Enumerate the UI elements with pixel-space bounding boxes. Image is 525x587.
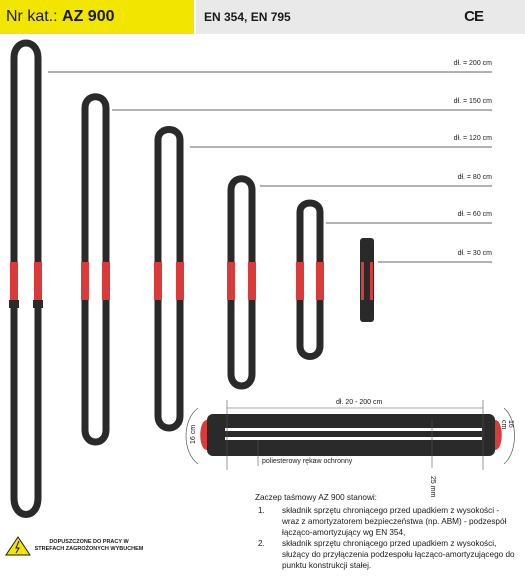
catalog-code: AZ 900 <box>62 8 115 25</box>
width-right-label: 16 cm <box>500 420 514 430</box>
sling-30-icon <box>360 238 374 322</box>
catalog-label: Nr kat.: <box>6 8 58 25</box>
length-label-30: dł. = 30 cm <box>457 250 492 257</box>
length-range-label: dł. 20 - 200 cm <box>336 399 383 406</box>
item-text: składnik sprzętu chroniącego przed upadkiem z wysokości - wraz z amortyzatorem bezpieczeństwa (np. ABM) - podzespół łącząco-amortyzujący wg EN 354, <box>282 506 507 537</box>
item-text: składnik sprzętu chroniącego przed upadkiem z wysokości, służący do przyłączenia podzespołu łącząco-amortyzującego do punktu konstrukcji stałej. <box>282 539 515 570</box>
sling-150-icon <box>81 97 110 442</box>
length-label-150: dł. = 150 cm <box>453 98 492 105</box>
item-number: 2. <box>258 539 265 548</box>
length-label-120: dł. = 120 cm <box>453 135 492 142</box>
explosion-warning-icon <box>6 537 30 555</box>
description-intro: Zaczep taśmowy AZ 900 stanowi: <box>255 493 377 502</box>
sling-80-icon <box>227 179 256 386</box>
item-number: 1. <box>258 506 265 515</box>
description-item <box>255 538 515 571</box>
strap-width-label: 25 mm <box>429 476 436 498</box>
length-label-60: dł. = 60 cm <box>457 211 492 218</box>
sling-60-icon <box>296 203 324 357</box>
description-block <box>255 492 515 571</box>
length-label-80: dł. = 80 cm <box>457 174 492 181</box>
length-label-200: dł. = 200 cm <box>453 60 492 67</box>
sleeve-label: poliesterowy rękaw ochronny <box>262 458 353 465</box>
width-left-label: 16 cm <box>190 424 197 444</box>
sling-120-icon <box>154 130 184 429</box>
standards-text: EN 354, EN 795 <box>204 10 291 24</box>
sling-200-icon <box>9 43 43 515</box>
ce-mark: CE <box>464 8 483 25</box>
warning-text: DOPUSZCZONE DO PRACY W STREFACH ZAGROŻONYCH WYBUCHEM <box>34 539 144 552</box>
description-item <box>255 505 515 538</box>
